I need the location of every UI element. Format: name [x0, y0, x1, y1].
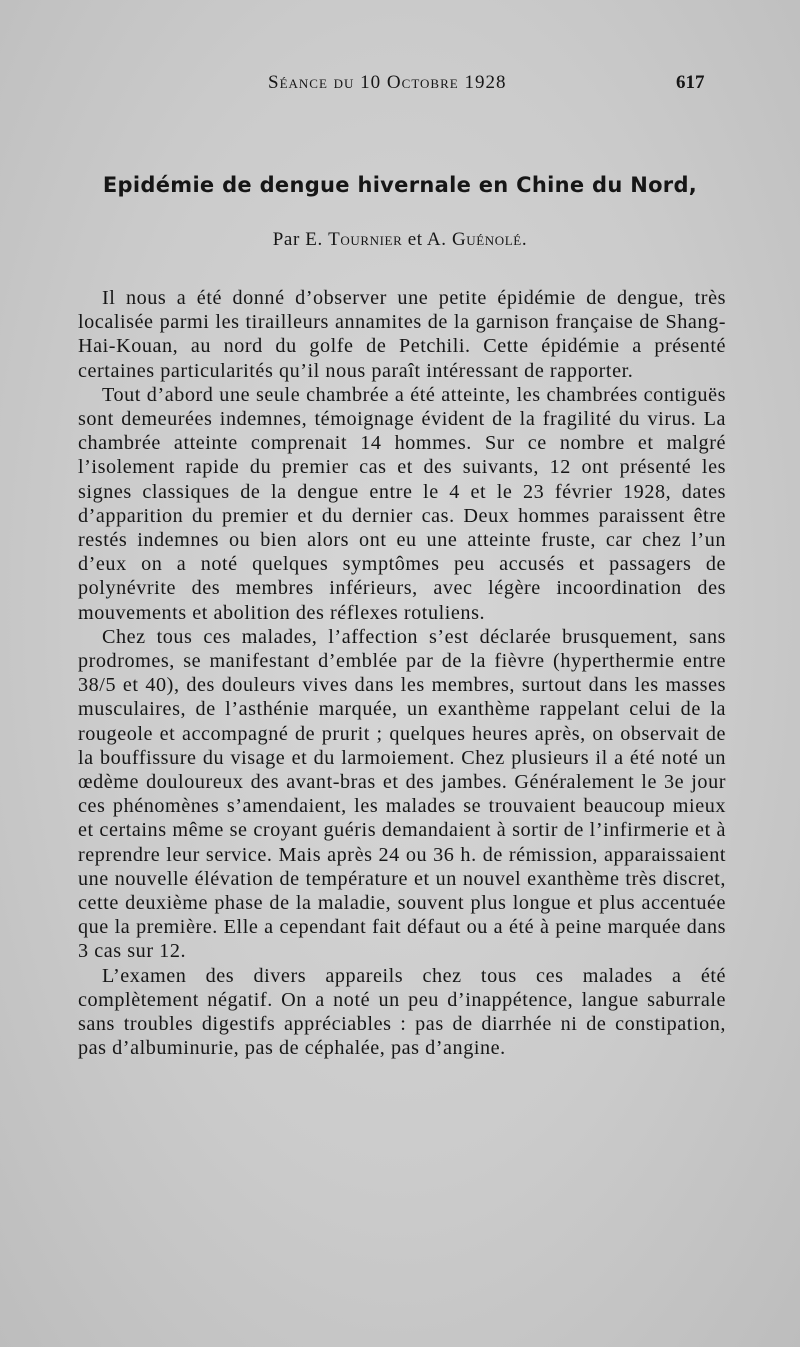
byline-prefix: Par E.	[272, 229, 329, 250]
page-number: 617	[676, 72, 705, 93]
author-tournier: Tournier	[328, 229, 403, 250]
byline-suffix: .	[521, 229, 528, 250]
paragraph-4: L’examen des divers appareils chez tous ces malades a été complètement négatif. On a noté un peu d’inappétence, langue saburrale sans troubles digestifs appréciables : pas de diarrhée ni de constipation, pas d’albuminurie, pas de céphalée, pas d’angine.	[78, 964, 726, 1060]
byline-middle: et A.	[402, 229, 452, 250]
paragraph-2: Tout d’abord une seule chambrée a été atteinte, les chambrées contiguës sont demeurées indemnes, témoignage évident de la fragilité du virus. La chambrée atteinte comprenait 14 hommes. Sur ce nombre et malgré l’isolement rapide du premier cas et des suivants, 12 ont présenté les signes classiques de la dengue entre le 4 et le 23 février 1928, dates d’apparition du premier et du dernier cas. Deux hommes paraissent être restés indemnes ou bien alors ont eu une atteinte fruste, car chez l’un d’eux on a noté quelques symptômes peu accusés et passagers de polynévrite des membres inférieurs, avec légère incoordination des mouvements et abolition des réflexes rotuliens.	[78, 383, 726, 624]
paragraph-1: Il nous a été donné d’observer une petite épidémie de dengue, très localisée parmi les tirailleurs annamites de la garnison française de Shang-Hai-Kouan, au nord du golfe de Petchili. Cette épidémie a présenté certaines particularités qu’il nous paraît intéressant de rapporter.	[78, 287, 726, 382]
article-body	[78, 286, 726, 1061]
author-guenole: Guénolé	[451, 229, 522, 250]
running-title: Séance du 10 Octobre 1928	[268, 72, 507, 93]
article-title: Epidémie de dengue hivernale en Chine du Nord,	[102, 173, 698, 197]
running-header	[0, 72, 800, 102]
byline	[0, 229, 800, 251]
paragraph-3: Chez tous ces malades, l’affection s’est déclarée brusquement, sans prodromes, se manifestant d’emblée par de la fièvre (hyperthermie entre 38/5 et 40), des douleurs vives dans les membres, surtout dans les masses musculaires, de l’asthénie marquée, un exanthème rappelant celui de la rougeole et accompagné de prurit ; quelques heures après, on observait de la bouffissure du visage et du larmoiement. Chez plusieurs il a été noté un œdème douloureux des avant-bras et des jambes. Généralement le 3e jour ces phénomènes s’amendaient, les malades se trouvaient beaucoup mieux et certains même se croyant guéris demandaient à sortir de l’infirmerie et à reprendre leur service. Mais après 24 ou 36 h. de rémission, apparaissaient une nouvelle élévation de température et un nouvel exanthème très discret, cette deuxième phase de la maladie, souvent plus longue et plus accentuée que la première. Elle a cependant fait défaut ou a été à peine marquée dans 3 cas sur 12.	[78, 625, 726, 963]
